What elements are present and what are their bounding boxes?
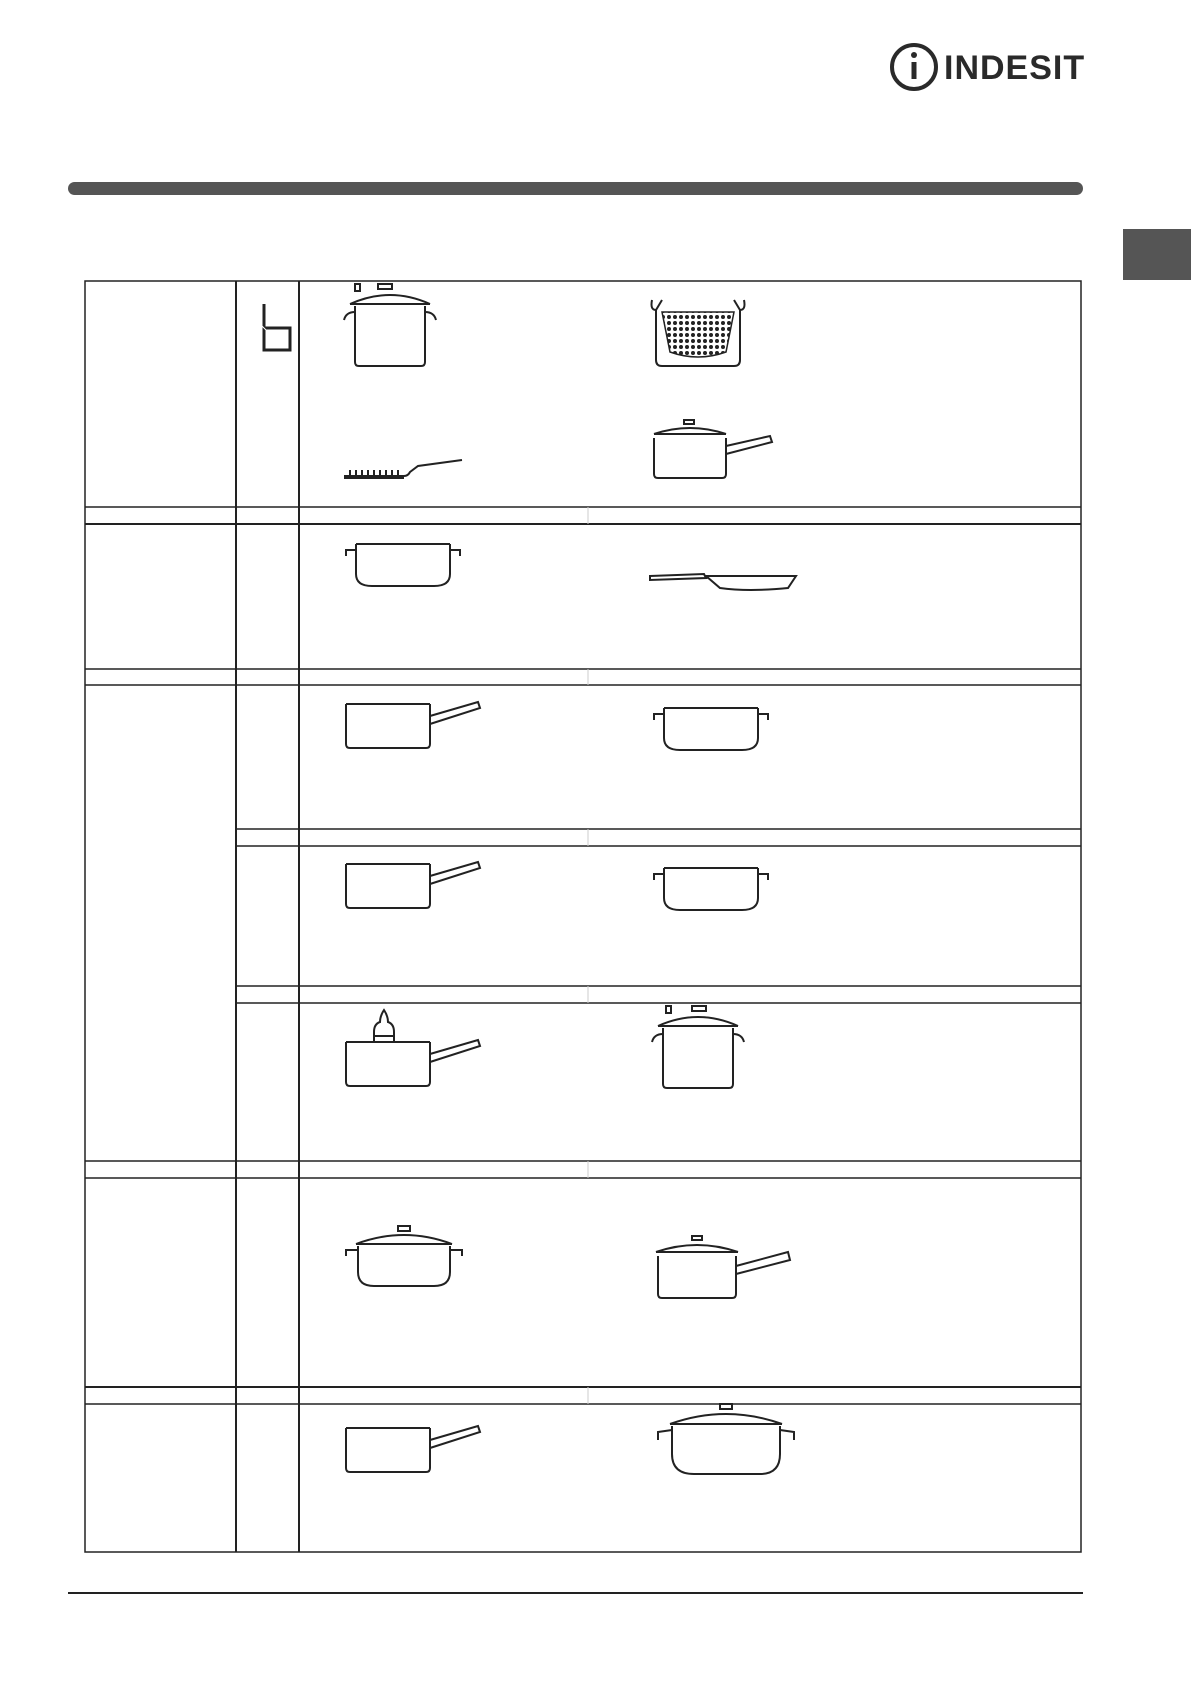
seven-segment-b-icon bbox=[260, 302, 294, 354]
large-casserole-with-lid-icon bbox=[652, 1402, 802, 1478]
saucepan-icon bbox=[342, 1422, 482, 1476]
deep-fry-basket-icon bbox=[648, 296, 748, 368]
stockpot-with-lid-icon bbox=[648, 1004, 748, 1090]
grill-pan-icon bbox=[342, 456, 464, 482]
stockpot-with-lid-icon bbox=[340, 282, 440, 368]
saucepan-with-lid-icon bbox=[650, 418, 774, 480]
two-handled-casserole-icon bbox=[650, 864, 772, 914]
saucepan-icon bbox=[342, 698, 482, 752]
frying-pan-icon bbox=[648, 570, 798, 594]
saucepan-icon bbox=[342, 858, 482, 912]
footer-rule bbox=[68, 1592, 1083, 1594]
saucepan-with-bottle-icon bbox=[342, 1008, 482, 1090]
saucepan-with-lid-icon bbox=[654, 1234, 794, 1300]
casserole-with-lid-icon bbox=[342, 1224, 466, 1290]
two-handled-casserole-icon bbox=[342, 540, 464, 590]
brand-name: INDESIT bbox=[944, 49, 1086, 87]
two-handled-casserole-icon bbox=[650, 704, 772, 754]
